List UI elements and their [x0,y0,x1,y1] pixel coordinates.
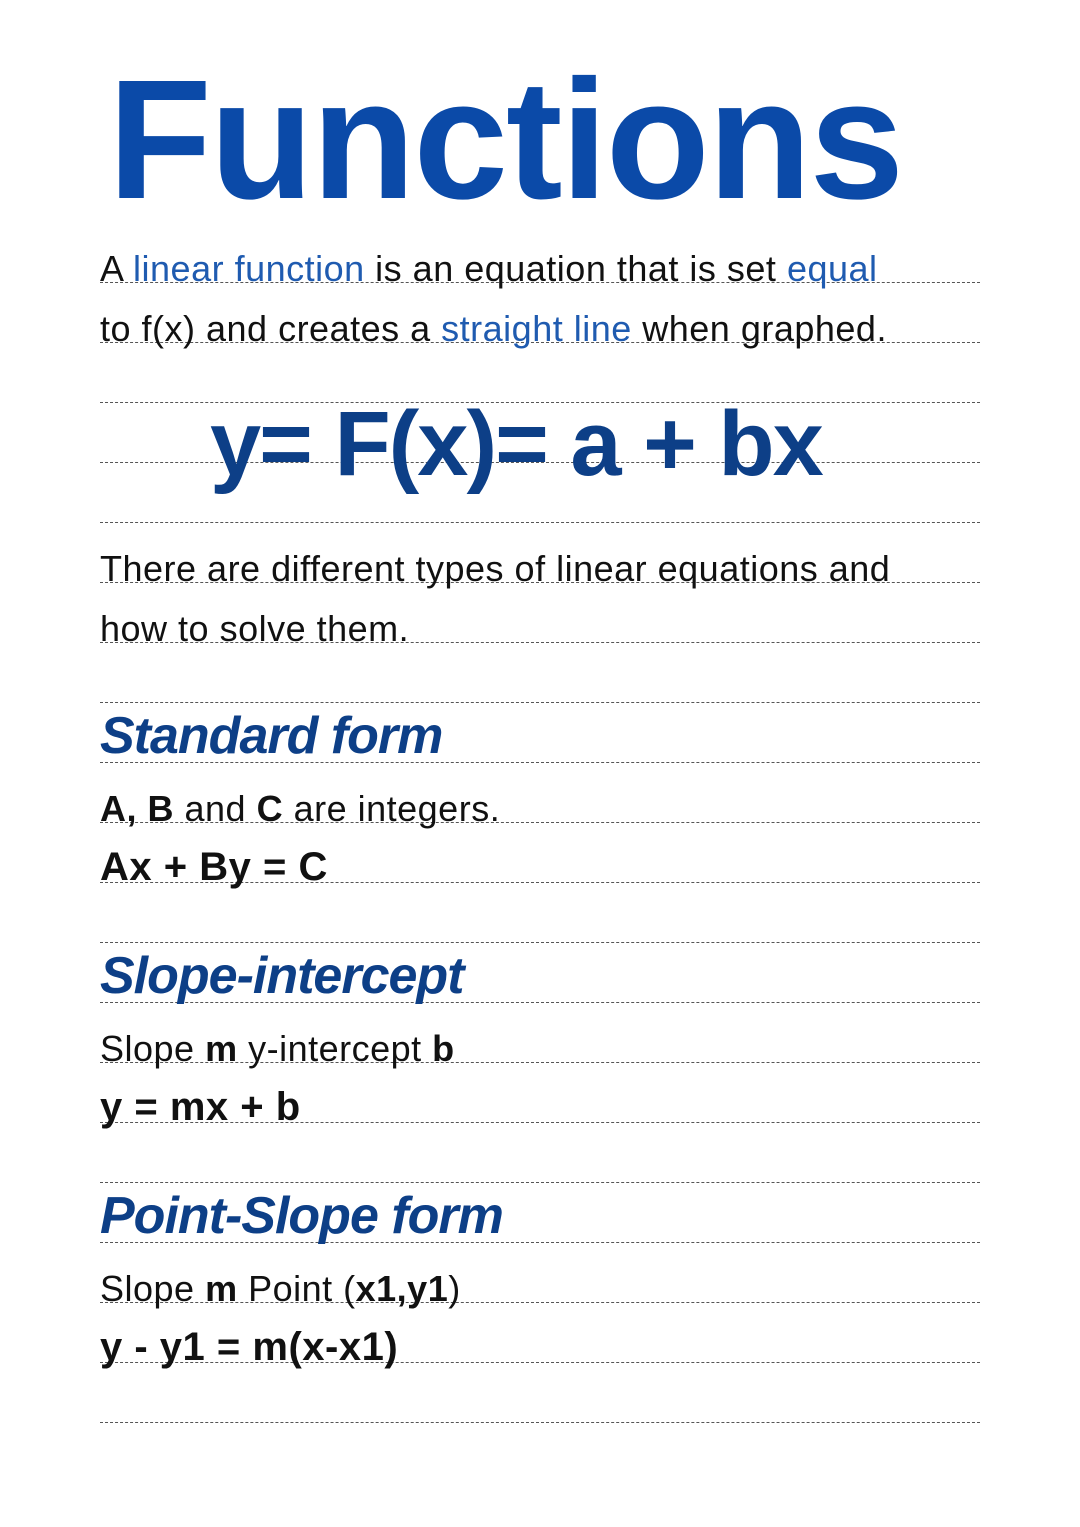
linear-function-formula: y= F(x)= a + bx [210,393,822,495]
ruled-row [100,583,980,649]
point-slope-description: Slope m Point (x1,y1) [100,1268,461,1309]
types-intro-line-1: There are different types of linear equations and [100,548,891,589]
slope-intercept-description: Slope m y-intercept b [100,1028,455,1069]
highlight-equal: equal [786,248,878,289]
ruled-row [100,1063,980,1129]
point-slope-equation: y - y1 = m(x-x1) [100,1325,399,1369]
ruled-row [100,883,980,943]
ruled-row [100,223,980,289]
section-heading-slope-intercept: Slope-intercept [100,947,464,1005]
standard-form-equation: Ax + By = C [100,845,328,889]
highlight-linear-function: linear function [133,248,365,289]
intro-line-2: to f(x) and creates a straight line when graphed. [100,308,887,349]
ruled-row [100,1123,980,1183]
slope-intercept-equation: y = mx + b [100,1085,301,1129]
ruled-row [100,703,980,763]
ruled-row [100,1363,980,1423]
page-title: Functions [107,45,903,235]
ruled-row [100,823,980,889]
intro-line-1: A linear function is an equation that is set equal [100,248,878,289]
section-heading-point-slope: Point-Slope form [100,1187,503,1245]
ruled-row [100,523,980,589]
types-intro-line-2: how to solve them. [100,608,410,649]
standard-form-description: A, B and C are integers. [100,788,501,829]
ruled-row [100,763,980,829]
ruled-row [100,1243,980,1309]
ruled-row [100,283,980,349]
ruled-row [100,943,980,1003]
highlight-straight-line: straight line [441,308,632,349]
ruled-row [100,1003,980,1069]
ruled-row [100,1303,980,1369]
section-heading-standard-form: Standard form [100,707,443,765]
ruled-row [100,643,980,703]
ruled-row [100,1183,980,1243]
